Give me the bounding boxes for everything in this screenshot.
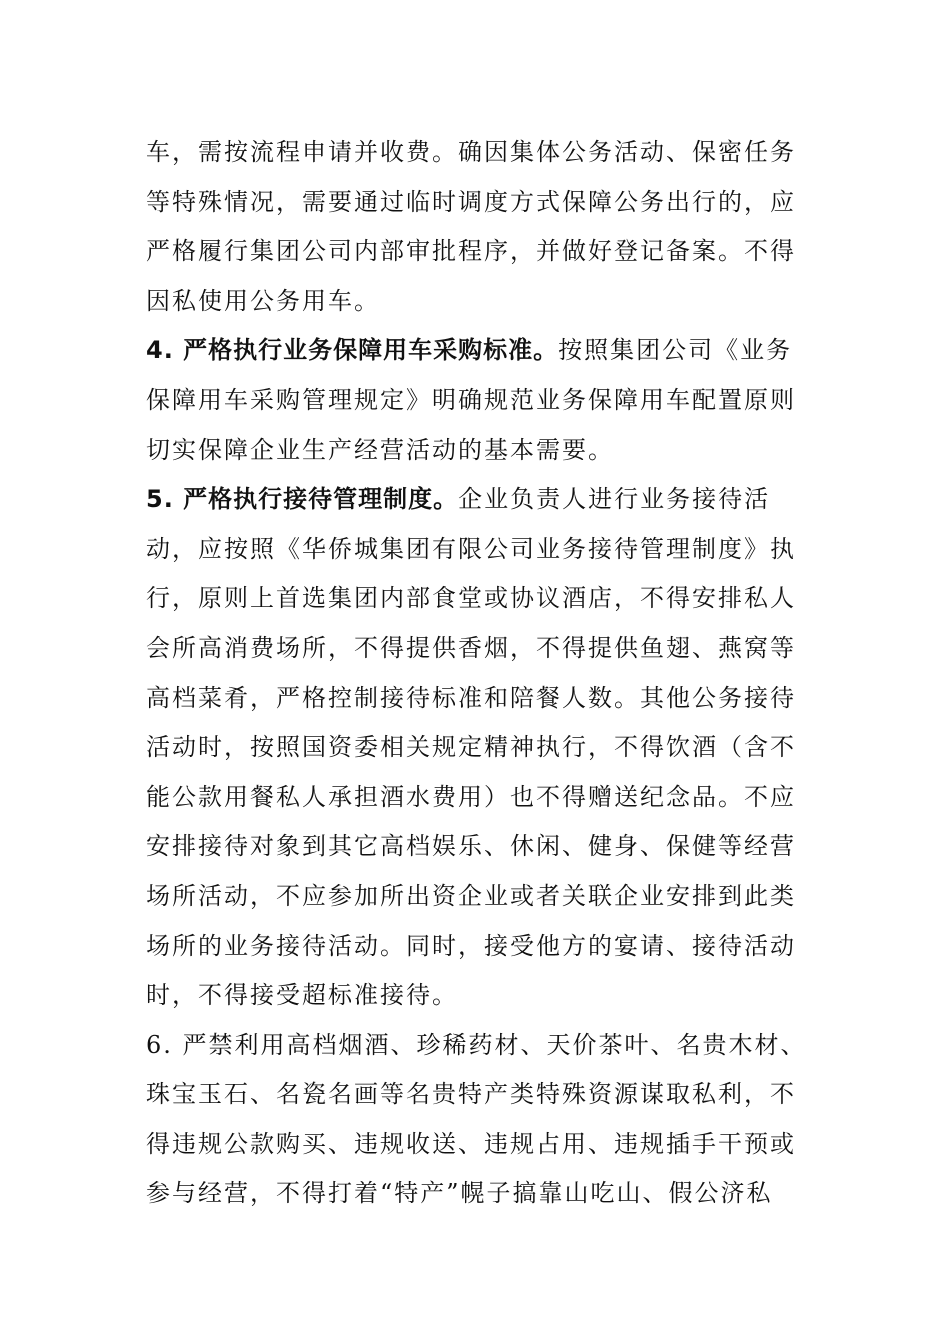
paragraph-text: 企业负责人进行业务接待活动，应按照《华侨城集团有限公司业务接待管理制度》执行，原则上首选集团内部食堂或协议酒店，不得安排私人会所高消费场所，不得提供香烟，不得提供鱼翅、燕窝等高档菜肴，严格控制接待标准和陪餐人数。其他公务接待活动时，按照国资委相关规定精神执行，不得饮酒（含不能公款用餐私人承担酒水费用）也不得赠送纪念品。不应安排接待对象到其它高档娱乐、休闲、健身、保健等经营场所活动，不应参加所出资企业或者关联企业安排到此类场所的业务接待活动。同时，接受他方的宴请、接待活动时，不得接受超标准接待。 bbox=[146, 485, 796, 1010]
paragraph-text: 按照集团公司《业务保障用车采购管理规定》明确规范业务保障用车配置原则切实保障企业生产经营活动的基本需要。 bbox=[146, 336, 796, 464]
paragraph-reception-management bbox=[146, 475, 814, 1021]
paragraph-vehicle-procurement bbox=[146, 326, 814, 475]
paragraph-heading: 4. 严格执行业务保障用车采购标准。 bbox=[146, 336, 559, 365]
paragraph-text: 6. 严禁利用高档烟酒、珍稀药材、天价茶叶、名贵木材、珠宝玉石、名瓷名画等名贵特产类特殊资源谋取私利，不得违规公款购买、违规收送、违规占用、违规插手干预或参与经营，不得打着“特产”幌子搞靠山吃山、假公济私 bbox=[146, 1030, 807, 1208]
paragraph-official-vehicle bbox=[146, 128, 814, 326]
paragraph-special-resources bbox=[146, 1021, 814, 1219]
paragraph-text: 车，需按流程申请并收费。确因集体公务活动、保密任务等特殊情况，需要通过临时调度方式保障公务出行的，应严格履行集团公司内部审批程序，并做好登记备案。不得因私使用公务用车。 bbox=[146, 138, 796, 315]
paragraph-heading: 5. 严格执行接待管理制度。 bbox=[146, 485, 459, 514]
document-page bbox=[146, 128, 814, 1219]
